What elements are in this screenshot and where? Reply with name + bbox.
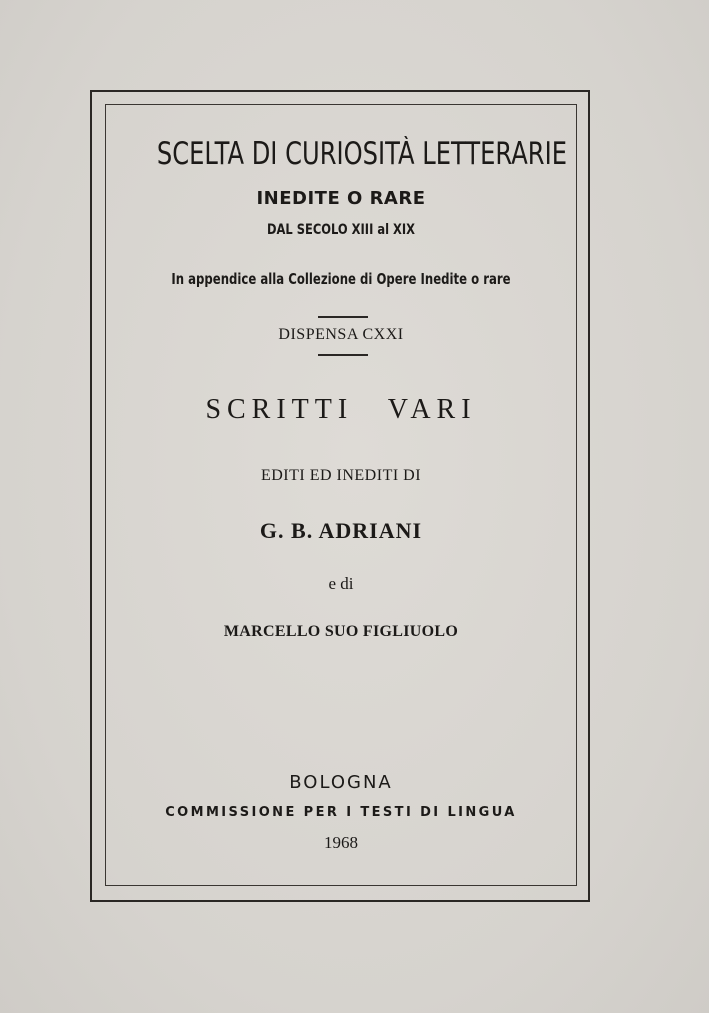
author-name: G. B. ADRIANI (259, 518, 423, 543)
series-period: DAL SECOLO XIII al XIX (266, 222, 415, 238)
coauthor-name: MARCELLO SUO FIGLIUOLO (223, 623, 459, 640)
series-title: SCELTA DI CURIOSITÀ LETTERARIE (156, 136, 567, 172)
title-page-content (105, 104, 577, 886)
imprint-year: 1968 (324, 833, 358, 852)
imprint-publisher: COMMISSIONE PER I TESTI DI LINGUA (165, 805, 517, 820)
series-appendix: In appendice alla Collezione di Opere Inedite o rare (171, 270, 511, 288)
divider-rule-top (318, 316, 368, 318)
work-title: SCRITTI VARI (205, 394, 477, 425)
issue-label: DISPENSA CXXI (278, 326, 404, 343)
divider-rule-bottom (318, 354, 368, 356)
imprint-city: BOLOGNA (289, 772, 393, 793)
edited-by-line: EDITI ED INEDITI DI (260, 467, 422, 484)
series-subtitle: INEDITE O RARE (256, 188, 426, 209)
conjunction: e di (328, 574, 354, 593)
